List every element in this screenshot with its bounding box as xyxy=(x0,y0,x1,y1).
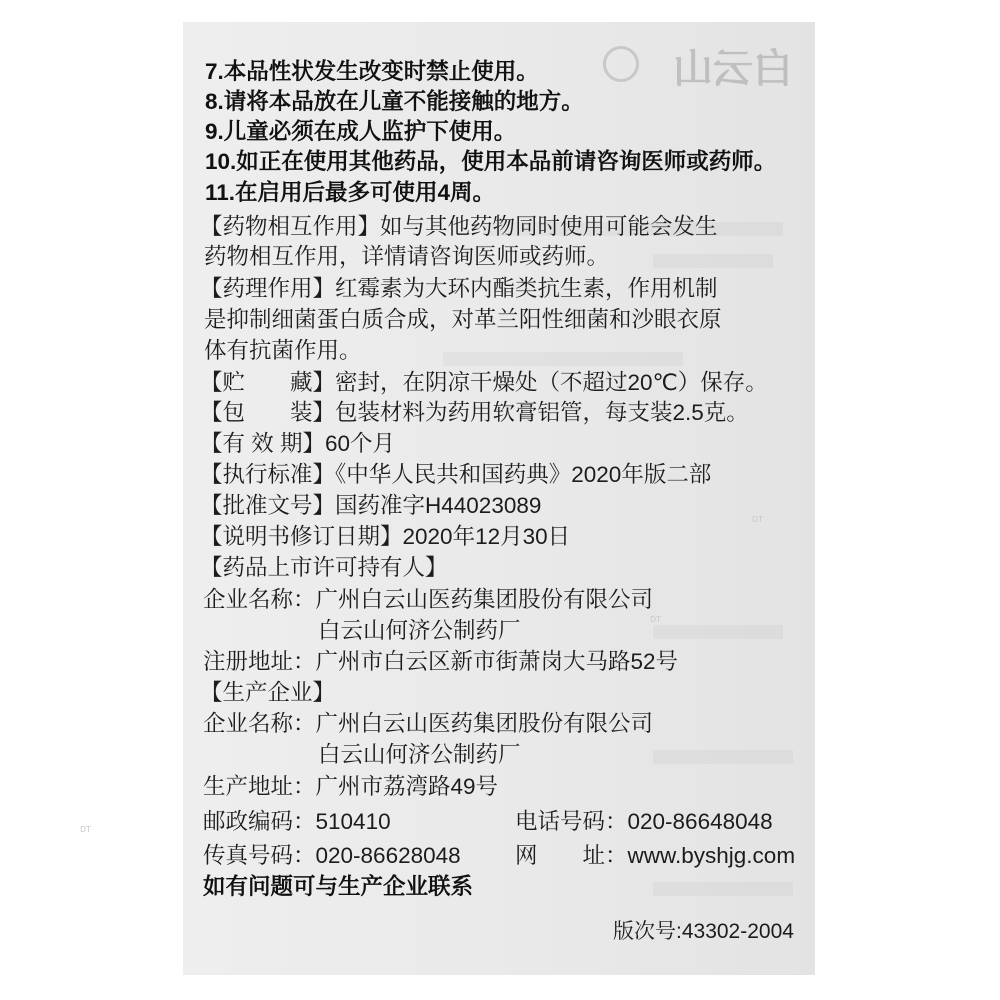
postcode-label: 邮政编码： xyxy=(203,809,316,834)
manufacturer-company-name-line-2: 白云山何济公制药厂 xyxy=(318,742,521,767)
mah-address-label: 注册地址： xyxy=(203,649,316,674)
revision-date-row xyxy=(200,522,570,552)
website-row xyxy=(515,841,795,871)
standard-value: 《中华人民共和国药典》2020年版二部 xyxy=(335,462,712,487)
bleed-through-logo: 白云山 xyxy=(673,46,793,92)
standard-row xyxy=(200,460,711,490)
manufacturer-address-row xyxy=(203,772,498,802)
revision-date-value: 2020年12月30日 xyxy=(402,524,571,549)
packaging-value: 包装材料为药用软膏铝管，每支装2.5克。 xyxy=(335,400,749,425)
storage-label: 【贮 藏】 xyxy=(200,370,336,395)
interactions-line-1 xyxy=(200,212,718,242)
postcode-row xyxy=(203,807,391,837)
website-label: 网 址： xyxy=(515,843,628,868)
manufacturer-address-value: 广州市荔湾路49号 xyxy=(315,774,499,799)
pharmacology-label: 【药理作用】 xyxy=(200,276,336,301)
postcode-value: 510410 xyxy=(315,809,391,834)
shelf-life-label: 【有 效 期】 xyxy=(200,431,326,456)
interactions-line-2: 药物相互作用，详情请咨询医师或药师。 xyxy=(204,244,610,269)
storage-row xyxy=(200,368,768,398)
bleed-through-streak xyxy=(653,254,773,268)
shelf-life-row xyxy=(200,429,395,459)
watermark: DT xyxy=(752,515,764,524)
standard-label: 【执行标准】 xyxy=(200,462,336,487)
mah-address-value: 广州市白云区新市街萧岗大马路52号 xyxy=(315,649,679,674)
mah-company-name-line-2: 白云山何济公制药厂 xyxy=(318,618,521,643)
phone-label: 电话号码： xyxy=(515,809,628,834)
bleed-through-emblem xyxy=(603,46,639,82)
fax-label: 传真号码： xyxy=(203,843,316,868)
approval-number-value: 国药准字H44023089 xyxy=(335,493,542,518)
manufacturer-company-name: 广州白云山医药集团股份有限公司 xyxy=(315,711,654,736)
interactions-label: 【药物相互作用】 xyxy=(200,214,381,239)
website-value: www.byshjg.com xyxy=(627,843,796,868)
manufacturer-company-row xyxy=(203,709,653,739)
precaution-item: 8.请将本品放在儿童不能接触的地方。 xyxy=(205,89,584,114)
manufacturer-address-label: 生产地址： xyxy=(203,774,316,799)
packaging-row xyxy=(200,398,749,428)
storage-value: 密封，在阴凉干燥处（不超过20℃）保存。 xyxy=(335,370,768,395)
mah-company-label: 企业名称： xyxy=(203,587,316,612)
revision-date-label: 【说明书修订日期】 xyxy=(200,524,403,549)
pharmacology-line-2: 是抑制细菌蛋白质合成，对革兰阳性细菌和沙眼衣原 xyxy=(204,307,722,332)
approval-number-row xyxy=(200,491,541,521)
approval-number-label: 【批准文号】 xyxy=(200,493,336,518)
precaution-item: 10.如正在使用其他药品，使用本品前请咨询医师或药师。 xyxy=(205,149,777,174)
phone-value: 020-86648048 xyxy=(627,809,773,834)
precaution-item: 9.儿童必须在成人监护下使用。 xyxy=(205,119,517,144)
precaution-item: 7.本品性状发生改变时禁止使用。 xyxy=(205,59,539,84)
package-insert-sheet xyxy=(183,22,815,975)
fax-row xyxy=(203,841,461,871)
watermark: DT xyxy=(650,615,662,624)
precaution-item: 11.在启用后最多可使用4周。 xyxy=(205,180,496,205)
bleed-through-streak xyxy=(653,750,793,764)
pharmacology-text: 红霉素为大环内酯类抗生素，作用机制 xyxy=(335,276,718,301)
version-number: 版次号:43302-2004 xyxy=(613,920,794,943)
bleed-through-streak xyxy=(653,882,793,896)
fax-value: 020-86628048 xyxy=(315,843,461,868)
bleed-through-streak xyxy=(653,625,783,639)
mah-company-row xyxy=(203,585,653,615)
mah-company-name: 广州白云山医药集团股份有限公司 xyxy=(315,587,654,612)
manufacturer-company-label: 企业名称： xyxy=(203,711,316,736)
mah-address-row xyxy=(203,647,678,677)
shelf-life-value: 60个月 xyxy=(325,431,396,456)
bleed-through-streak xyxy=(443,352,683,366)
manufacturer-heading: 【生产企业】 xyxy=(200,680,336,705)
footer-note: 如有问题可与生产企业联系 xyxy=(203,874,474,899)
packaging-label: 【包 装】 xyxy=(200,400,336,425)
pharmacology-line-1 xyxy=(200,274,718,304)
watermark: DT xyxy=(80,825,92,834)
phone-row xyxy=(515,807,773,837)
pharmacology-line-3: 体有抗菌作用。 xyxy=(204,338,362,363)
interactions-text: 如与其他药物同时使用可能会发生 xyxy=(380,214,718,239)
mah-heading: 【药品上市许可持有人】 xyxy=(200,555,448,580)
